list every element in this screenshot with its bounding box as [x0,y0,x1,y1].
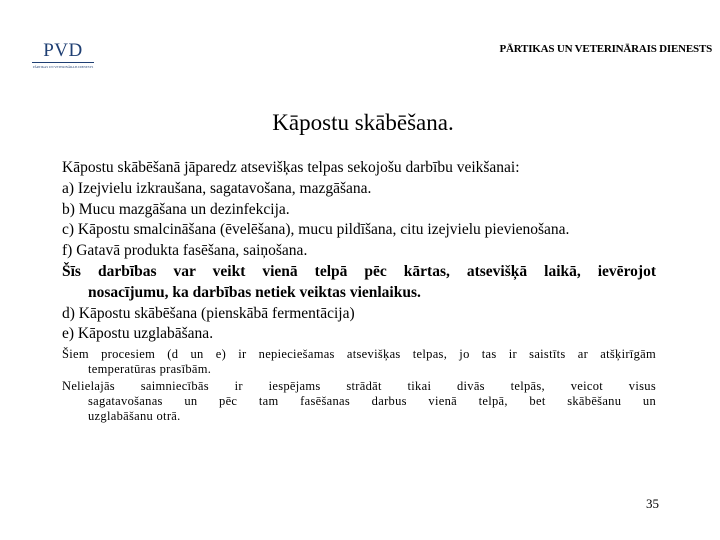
list-item-b: b) Mucu mazgāšana un dezinfekcija. [62,200,290,218]
note-1-line-2: temperatūras prasībām. [88,362,212,377]
list-item-c: c) Kāpostu smalcināšana (ēvelēšana), mucu pildīšana, citu izejvielu pievienošana. [62,221,570,239]
page-number: 35 [646,496,659,511]
pvd-logo [30,38,96,72]
note-2-line-2: sagatavošanas un pēc tam fasēšanas darbus vienā telpā, bet skābēšanu un [88,394,656,409]
list-item-f: f) Gatavā produkta fasēšana, saiņošana. [62,242,308,260]
organization-name: PĀRTIKAS UN VETERINĀRAIS DIENESTS [499,43,712,55]
note-2-line-3: uzglabāšanu otrā. [88,409,181,424]
logo-subtext: PĀRTIKAS UN VETERINĀRAIS DIENESTS [32,65,94,69]
warning-text-line-2: nosacījumu, ka darbības netiek veiktas vienlaikus. [88,283,421,301]
intro-text: Kāpostu skābēšanā jāparedz atsevišķas telpas sekojošu darbību veikšanai: [62,159,520,176]
warning-text-line-1: Šīs darbības var veikt vienā telpā pēc kārtas, atsevišķā laikā, ievērojot [62,262,656,280]
slide-body [62,158,656,424]
list-item-a: a) Izejvielu izkraušana, sagatavošana, mazgāšana. [62,179,372,197]
note-1-line-1: Šiem procesiem (d un e) ir nepieciešamas atsevišķas telpas, jo tas ir saistīts ar atšķirīgām [62,347,656,362]
logo-divider [32,62,94,63]
list-item-d: d) Kāpostu skābēšana (pienskābā fermentācija) [62,304,355,322]
page-title: Kāpostu skābēšana. [272,110,454,135]
logo-text: PVD [43,40,83,61]
list-item-e: e) Kāpostu uzglabāšana. [62,325,214,343]
note-2-line-1: Nelielajās saimniecībās ir iespējams strādāt tikai divās telpās, veicot visus [62,379,656,394]
